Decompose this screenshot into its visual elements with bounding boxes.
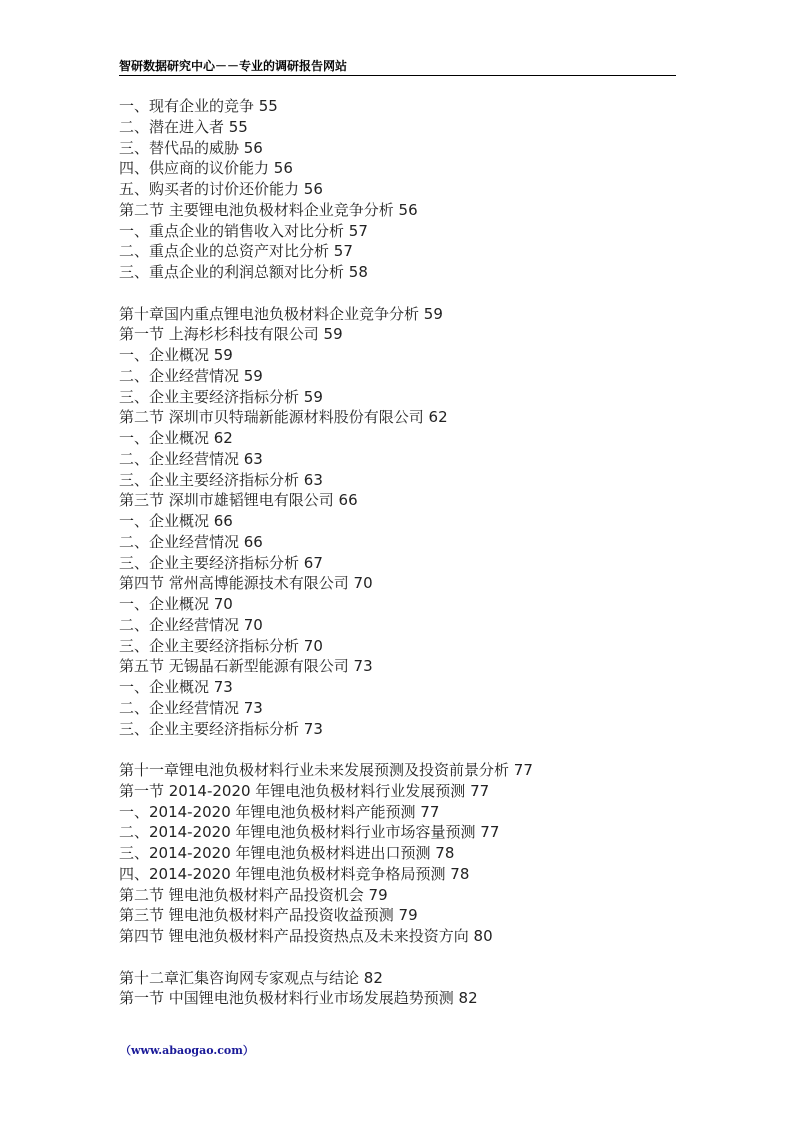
toc-entry: 第十一章锂电池负极材料行业未来发展预测及投资前景分析 77 (119, 761, 533, 779)
toc-entry: 第十章国内重点锂电池负极材料企业竞争分析 59 (119, 304, 443, 323)
toc-entry: 第一节 上海杉杉科技有限公司 59 (119, 325, 343, 344)
toc-entry: 一、2014-2020 年锂电池负极材料产能预测 77 (119, 802, 440, 821)
toc-entry: 一、现有企业的竞争 55 (119, 97, 278, 115)
toc-entry: 第四节 常州高博能源技术有限公司 70 (119, 574, 373, 593)
toc-spacer (119, 283, 699, 304)
toc-entry: 第一节 2014-2020 年锂电池负极材料行业发展预测 77 (119, 781, 490, 800)
toc-entry: 第一节 中国锂电池负极材料行业市场发展趋势预测 82 (119, 989, 478, 1008)
toc-entry: 第二节 主要锂电池负极材料企业竞争分析 56 (119, 200, 418, 219)
toc-entry: 三、企业主要经济指标分析 73 (119, 719, 323, 738)
toc-entry: 一、企业概况 73 (119, 678, 233, 696)
toc-entry: 二、企业经营情况 59 (119, 366, 263, 385)
table-of-contents (119, 96, 699, 1009)
toc-entry: 第四节 锂电池负极材料产品投资热点及未来投资方向 80 (119, 927, 493, 945)
toc-entry: 一、企业概况 62 (119, 429, 233, 447)
toc-entry: 三、企业主要经济指标分析 70 (119, 636, 323, 655)
toc-entry: 三、企业主要经济指标分析 63 (119, 470, 323, 489)
toc-entry: 第三节 锂电池负极材料产品投资收益预测 79 (119, 906, 418, 925)
toc-entry: 第三节 深圳市雄韬锂电有限公司 66 (119, 491, 358, 510)
toc-entry: 一、企业概况 66 (119, 512, 233, 530)
toc-entry: 第五节 无锡晶石新型能源有限公司 73 (119, 657, 373, 676)
toc-entry: 二、企业经营情况 66 (119, 532, 263, 551)
toc-entry: 二、企业经营情况 63 (119, 449, 263, 468)
toc-entry: 三、替代品的威胁 56 (119, 138, 263, 157)
toc-entry: 第二节 锂电池负极材料产品投资机会 79 (119, 885, 388, 904)
footer-url[interactable]: （www.abaogao.com） (120, 1044, 254, 1057)
toc-entry: 四、供应商的议价能力 56 (119, 159, 293, 178)
toc-entry: 三、2014-2020 年锂电池负极材料进出口预测 78 (119, 844, 455, 862)
toc-entry: 二、潜在进入者 55 (119, 117, 248, 136)
toc-entry: 三、企业主要经济指标分析 67 (119, 553, 323, 572)
toc-entry: 一、企业概况 59 (119, 346, 233, 364)
toc-entry: 第十二章汇集咨询网专家观点与结论 82 (119, 968, 383, 987)
toc-entry: 三、重点企业的利润总额对比分析 58 (119, 263, 368, 281)
toc-spacer (119, 739, 699, 760)
toc-entry: 四、2014-2020 年锂电池负极材料竞争格局预测 78 (119, 864, 470, 883)
toc-spacer (119, 947, 699, 968)
toc-entry: 一、企业概况 70 (119, 595, 233, 613)
toc-entry: 一、重点企业的销售收入对比分析 57 (119, 221, 368, 240)
toc-entry: 二、企业经营情况 73 (119, 698, 263, 717)
toc-entry: 五、购买者的讨价还价能力 56 (119, 180, 323, 198)
toc-entry: 二、2014-2020 年锂电池负极材料行业市场容量预测 77 (119, 823, 500, 842)
toc-entry: 三、企业主要经济指标分析 59 (119, 387, 323, 406)
page-header (119, 55, 676, 76)
toc-entry: 第二节 深圳市贝特瑞新能源材料股份有限公司 62 (119, 408, 448, 427)
toc-entry: 二、重点企业的总资产对比分析 57 (119, 242, 353, 261)
toc-entry: 二、企业经营情况 70 (119, 615, 263, 634)
header-title: 智研数据研究中心－－专业的调研报告网站 (119, 59, 348, 73)
